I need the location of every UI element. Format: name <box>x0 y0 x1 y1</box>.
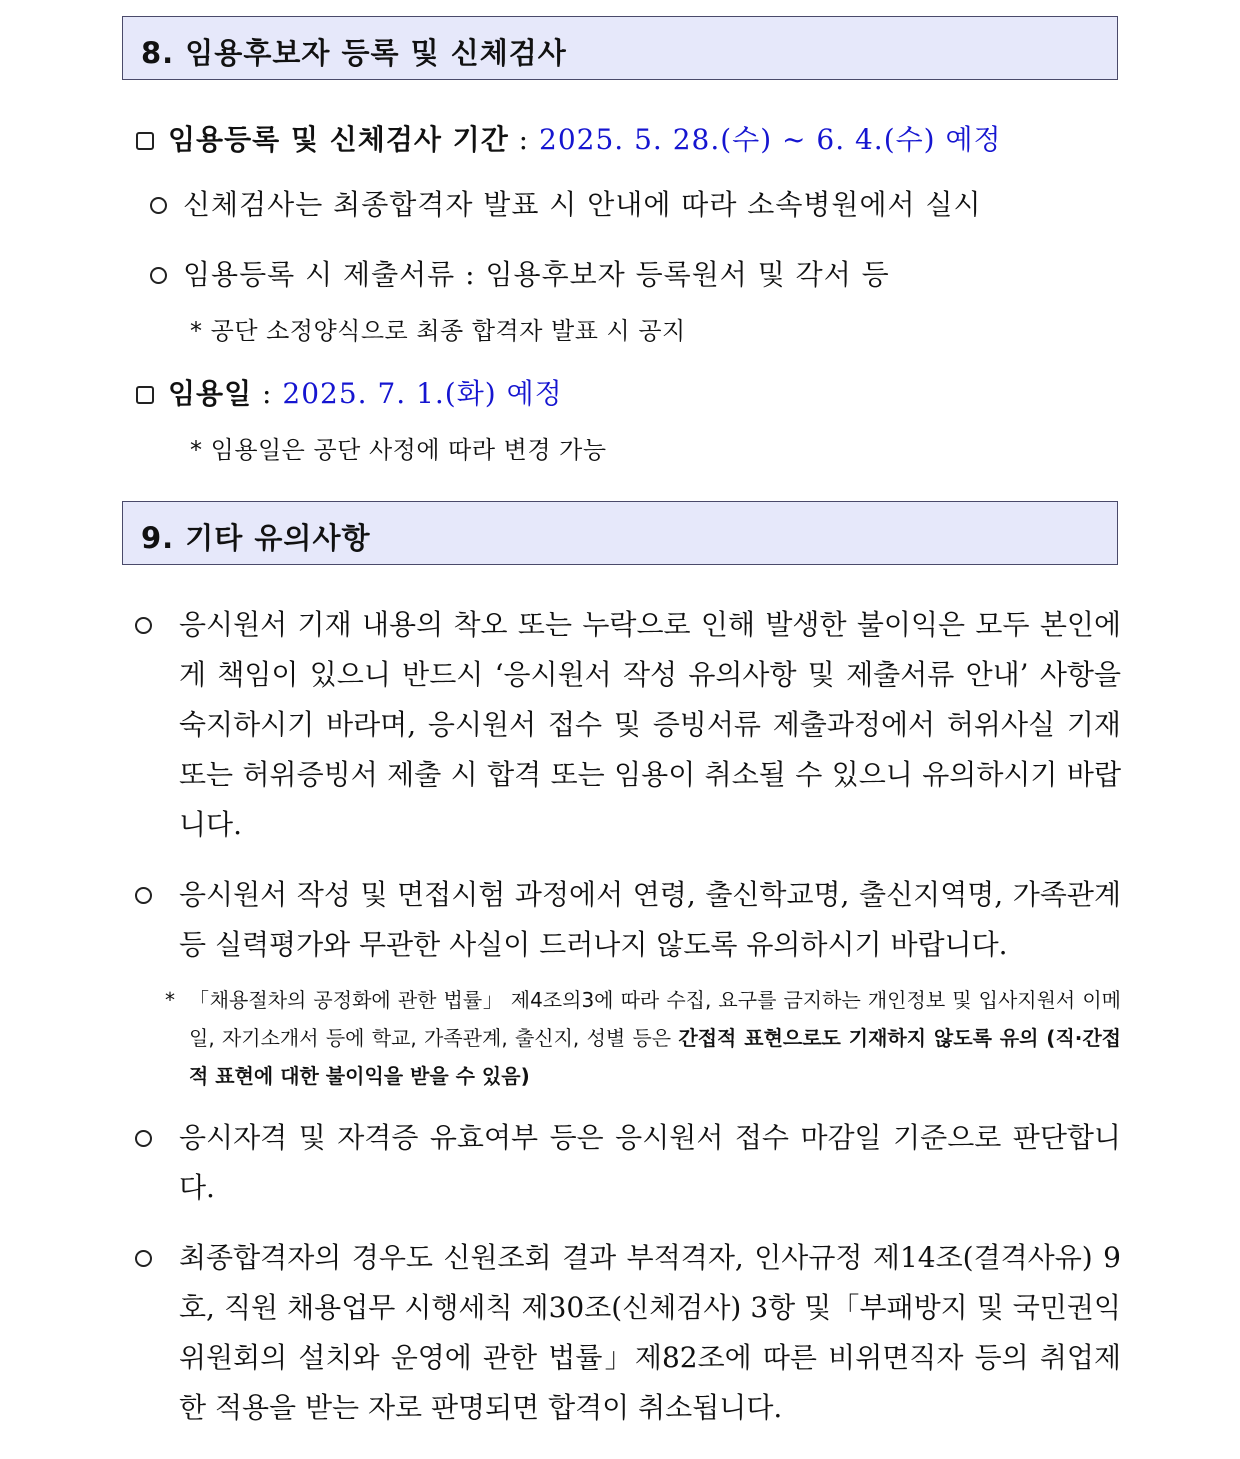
circle-bullet-icon <box>150 197 167 214</box>
section-9-title: 9. 기타 유의사항 <box>141 521 371 555</box>
notice-item-1-text: 응시원서 기재 내용의 착오 또는 누락으로 인해 발생한 불이익은 모두 본인에게 책임이 있으니 반드시 ‘응시원서 작성 유의사항 및 제출서류 안내’ 사항을 숙지하시기 바라며, 응시원서 접수 및 증빙서류 제출과정에서 허위사실 기재 또는 허위증빙서 제출 시 합격 또는 임용이 취소될 수 있으니 유의하시기 바랍니다. <box>179 608 1121 841</box>
appointment-note: * 임용일은 공단 사정에 따라 변경 가능 <box>190 436 607 464</box>
notice-item-2-text: 응시원서 작성 및 면접시험 과정에서 연령, 출신학교명, 출신지역명, 가족관계 등 실력평가와 무관한 사실이 드러나지 않도록 유의하시기 바랍니다. <box>179 878 1121 961</box>
privacy-note-bold: 간접적 표현으로도 기재하지 않도록 유의 (직·간접적 표현에 대한 불이익을 받을 수 있음) <box>189 1026 1122 1088</box>
checkbox-square-icon <box>136 386 154 404</box>
notice-item-1 <box>135 600 1121 850</box>
privacy-note-plain: 「채용절차의 공정화에 관한 법률」 제4조의3에 따라 수집, 요구를 금지하는 개인정보 및 입사지원서 이메일, 자기소개서 등에 학교, 가족관계, 출신지, 성별 등은 <box>189 988 1121 1050</box>
appointment-value: 2025. 7. 1.(화) 예정 <box>282 377 563 410</box>
period-value: 2025. 5. 28.(수) ~ 6. 4.(수) 예정 <box>539 123 1002 156</box>
appointment-label: 임용일 <box>168 377 253 410</box>
form-notice-note: * 공단 소정양식으로 최종 합격자 발표 시 공지 <box>190 317 686 345</box>
circle-bullet-icon <box>135 1250 152 1267</box>
note-star: * <box>165 988 175 1012</box>
section-8-header <box>122 16 1118 80</box>
registration-period-line <box>136 118 1002 158</box>
notice-item-3-text: 응시자격 및 자격증 유효여부 등은 응시원서 접수 마감일 기준으로 판단합니다. <box>179 1121 1121 1204</box>
section-8-title: 8. 임용후보자 등록 및 신체검사 <box>141 36 567 70</box>
notice-item-3 <box>135 1113 1121 1213</box>
documents-text: 임용등록 시 제출서류 : 임용후보자 등록원서 및 각서 등 <box>183 258 890 291</box>
notice-item-2 <box>135 870 1121 970</box>
circle-bullet-icon <box>135 1130 152 1147</box>
documents-bullet <box>150 253 890 293</box>
privacy-note <box>165 981 1121 1095</box>
circle-bullet-icon <box>135 887 152 904</box>
circle-bullet-icon <box>150 267 167 284</box>
physical-exam-text: 신체검사는 최종합격자 발표 시 안내에 따라 소속병원에서 실시 <box>183 188 982 221</box>
checkbox-square-icon <box>136 132 154 150</box>
appointment-separator: : <box>252 377 283 410</box>
period-separator: : <box>508 123 540 156</box>
section-9-header <box>122 501 1118 565</box>
period-label: 임용등록 및 신체검사 기간 <box>168 123 509 156</box>
physical-exam-bullet <box>150 183 982 223</box>
notice-item-4 <box>135 1233 1121 1433</box>
circle-bullet-icon <box>135 617 152 634</box>
appointment-date-line <box>136 372 563 412</box>
notice-item-4-text: 최종합격자의 경우도 신원조회 결과 부적격자, 인사규정 제14조(결격사유) 9호, 직원 채용업무 시행세칙 제30조(신체검사) 3항 및「부패방지 및 국민권익위원회의 설치와 운영에 관한 법률」제82조에 따른 비위면직자 등의 취업제한 적용을 받는 자로 판명되면 합격이 취소됩니다. <box>179 1241 1121 1424</box>
privacy-note-text <box>189 981 1121 1095</box>
